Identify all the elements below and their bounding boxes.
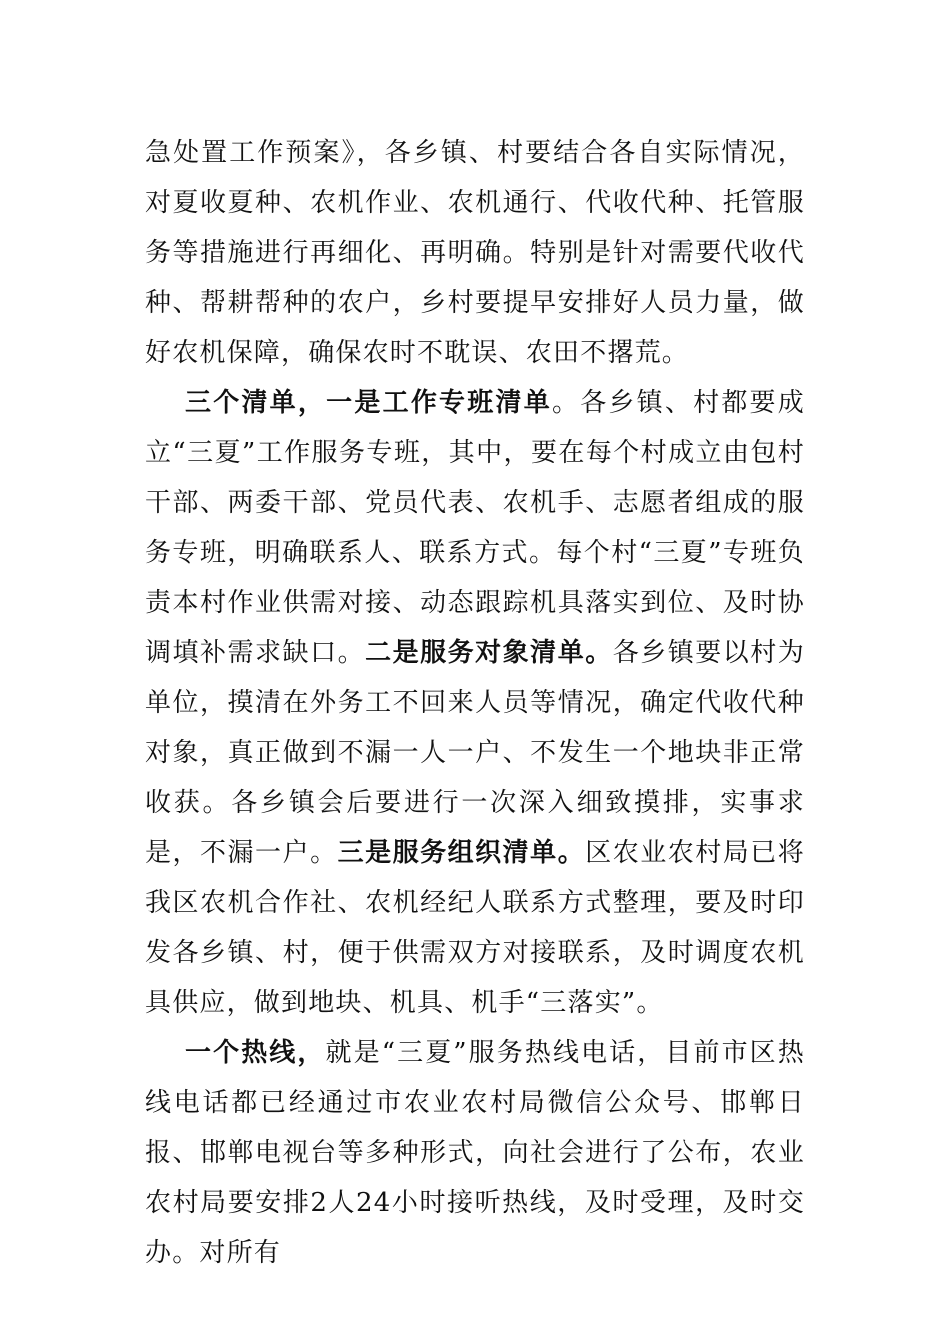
body-text	[145, 128, 805, 1278]
paragraph-contingency-plan	[145, 128, 805, 378]
heading-work-team-list: 三个清单，一是工作专班清单	[185, 388, 552, 418]
heading-service-org-list: 三是服务组织清单。	[337, 838, 586, 868]
heading-hotline: 一个热线，	[185, 1038, 326, 1068]
paragraph-text: 。各乡镇、村都要成立“三夏”工作服务专班，其中，要在每个村成立由包村干部、两委干部、党员代表、农机手、志愿者组成的服务专班，明确联系人、联系方式。每个村“三夏”专班负责本村作业供需对接、动态跟踪机具落实到位、及时协调填补需求缺口。	[145, 388, 805, 668]
paragraph-text: 区农业农村局已将我区农机合作社、农机经纪人联系方式整理，要及时印发各乡镇、村，便于供需双方对接联系，及时调度农机具供应，做到地块、机具、机手“三落实”。	[145, 838, 805, 1018]
paragraph-text: 急处置工作预案》，各乡镇、村要结合各自实际情况，对夏收夏种、农机作业、农机通行、代收代种、托管服务等措施进行再细化、再明确。特别是针对需要代收代种、帮耕帮种的农户，乡村要提早安排好人员力量，做好农机保障，确保农时不耽误、农田不撂荒。	[145, 138, 805, 368]
paragraph-text: 各乡镇要以村为单位，摸清在外务工不回来人员等情况，确定代收代种对象，真正做到不漏一人一户、不发生一个地块非正常收获。各乡镇会后要进行一次深入细致摸排，实事求是，不漏一户。	[145, 638, 805, 868]
heading-service-target-list: 二是服务对象清单。	[365, 638, 613, 668]
paragraph-hotline	[145, 1028, 805, 1278]
paragraph-three-lists	[145, 378, 805, 1028]
paragraph-text: 就是“三夏”服务热线电话，目前市区热线电话都已经通过市农业农村局微信公众号、邯郸日报、邯郸电视台等多种形式，向社会进行了公布，农业农村局要安排2人24小时接听热线，及时受理，及时交办。对所有	[145, 1038, 805, 1268]
